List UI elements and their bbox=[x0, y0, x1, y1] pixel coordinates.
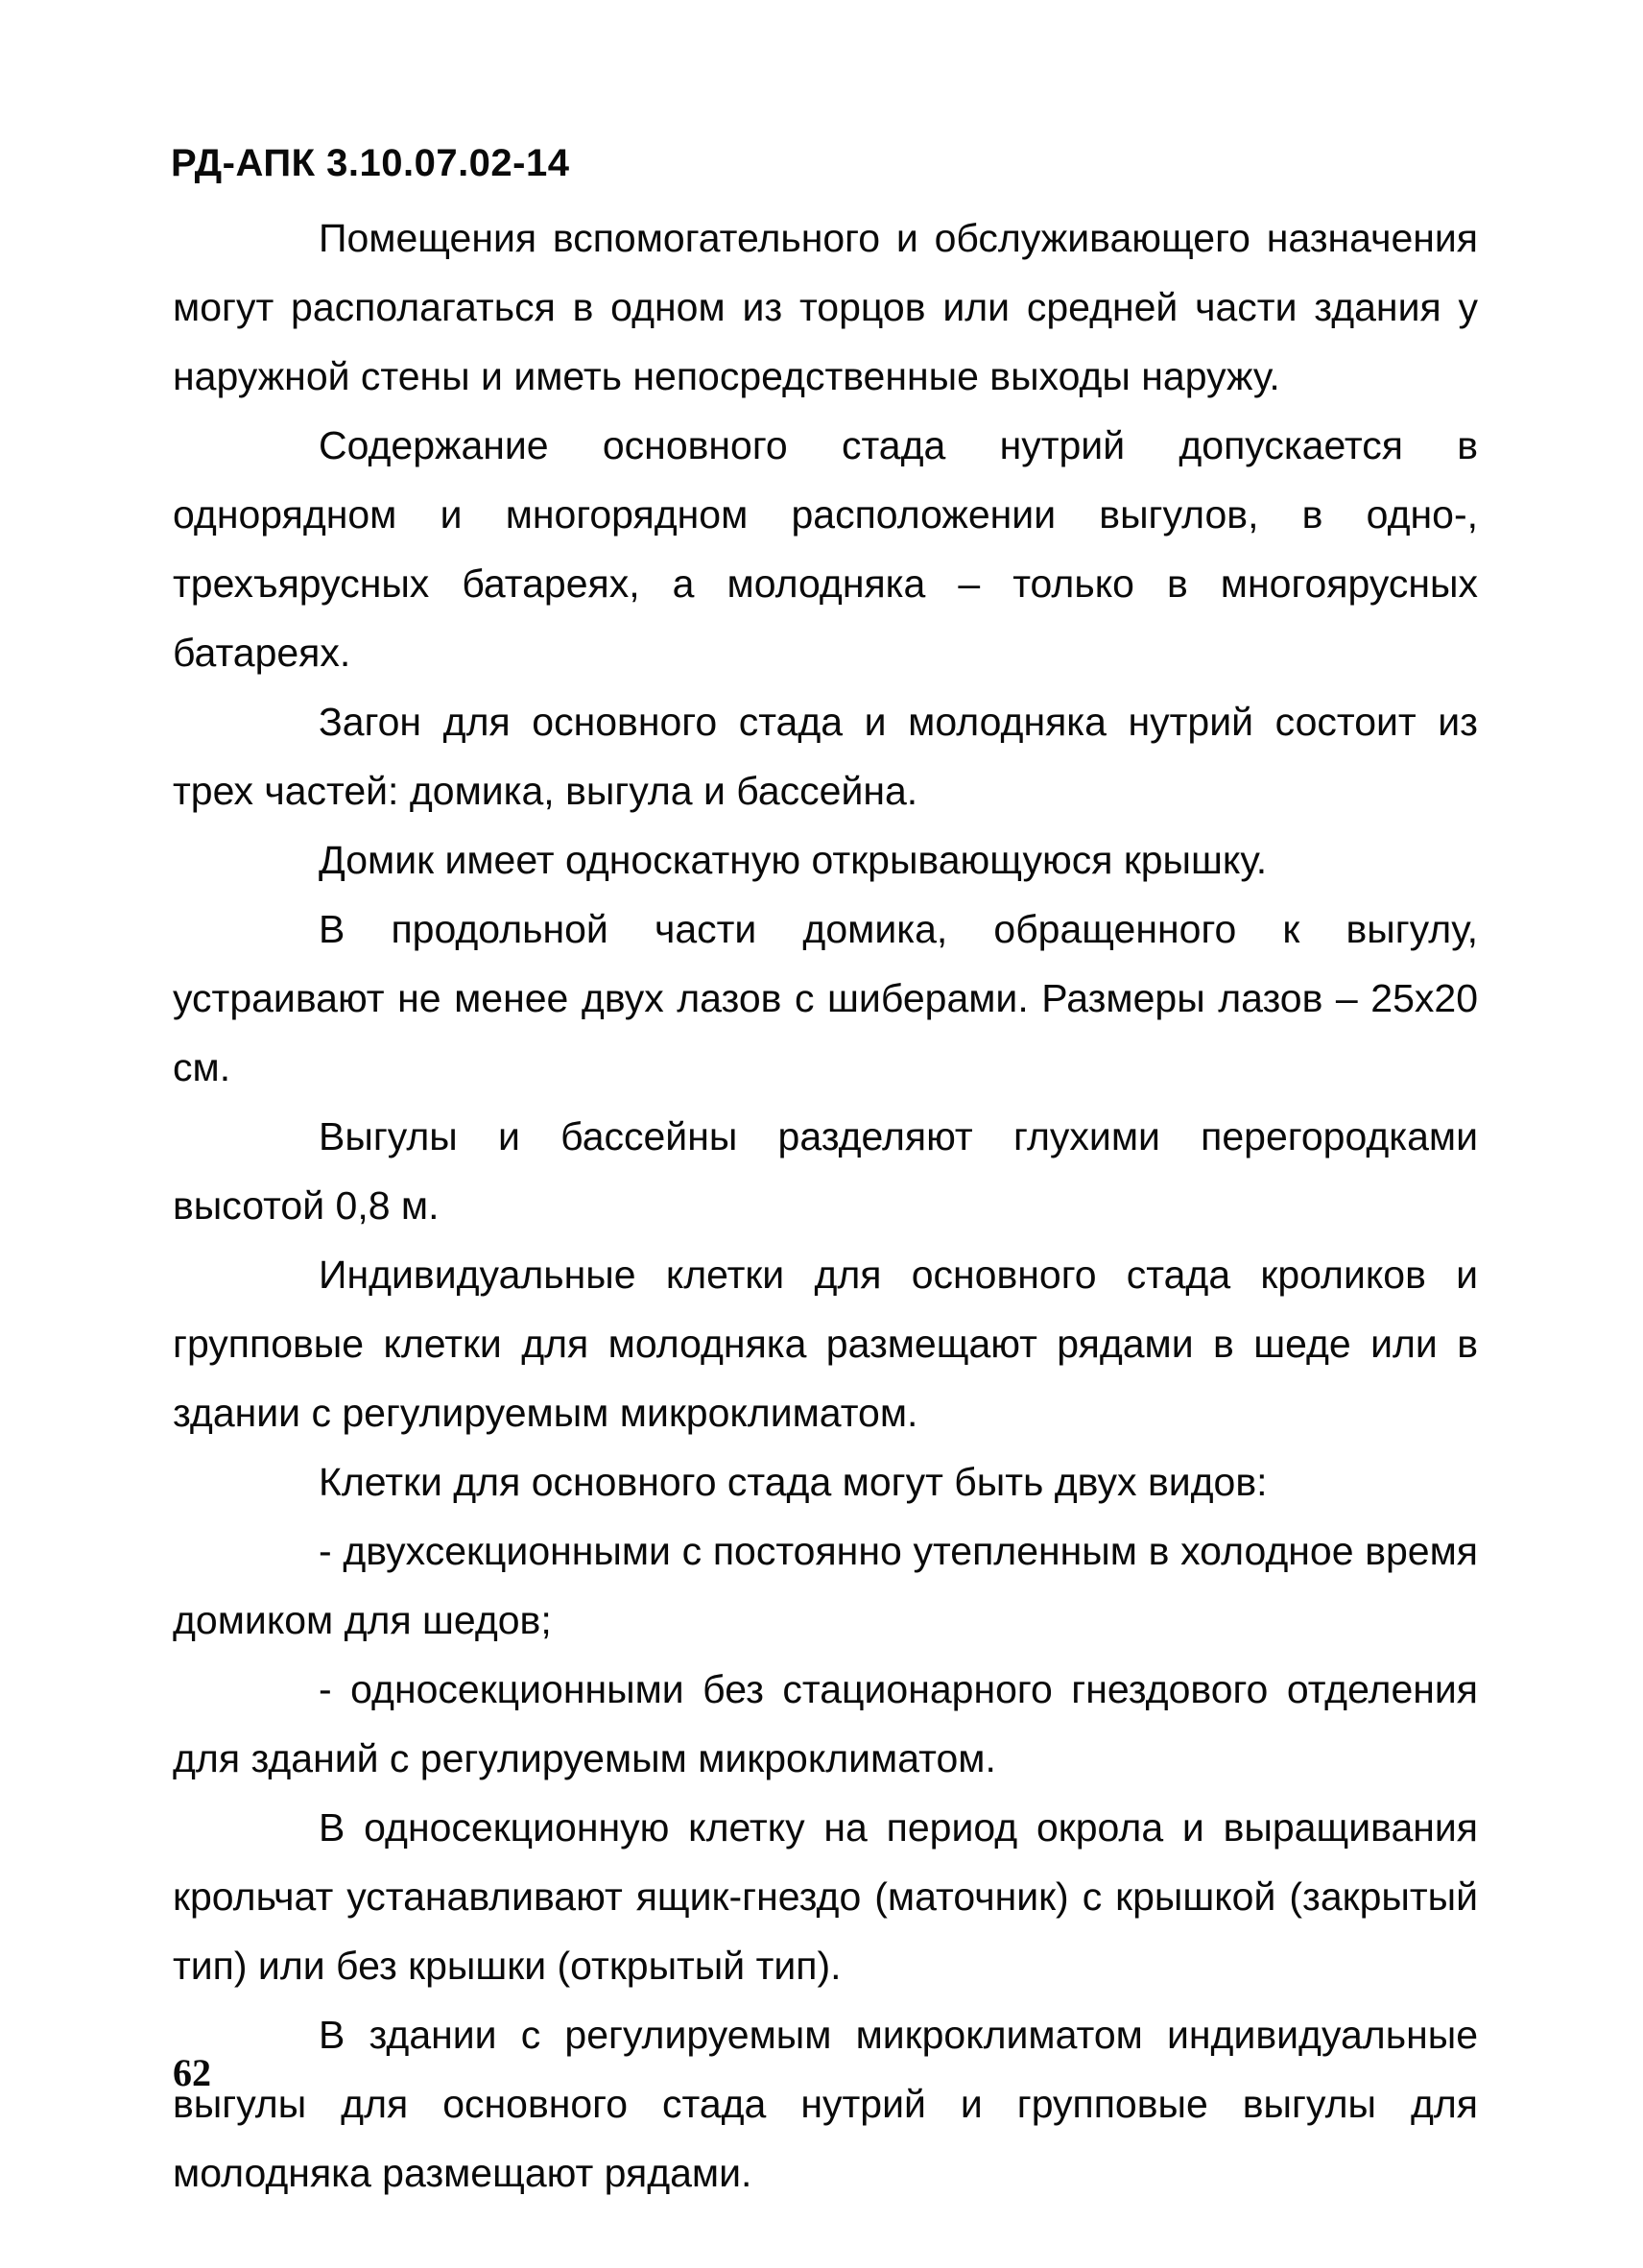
page-number: 62 bbox=[173, 2051, 211, 2094]
document-code-header: РД-АПК 3.10.07.02-14 bbox=[171, 142, 570, 184]
paragraph-auxiliary-rooms: Помещения вспомогательного и обслуживающего назначения могут располагаться в одном из торцов или средней части здания у наружной стены и иметь непосредственные выходы наружу. bbox=[173, 216, 1478, 398]
paragraph-manholes: В продольной части домика, обращенного к выгулу, устраивают не менее двух лазов с шиберами. Размеры лазов – 25х20 см. bbox=[173, 907, 1478, 1089]
paragraph-house-roof: Домик имеет односкатную открывающуюся крышку. bbox=[319, 838, 1268, 882]
list-item-one-section: - односекционными без стационарного гнездового отделения для зданий с регулируемым микроклиматом. bbox=[173, 1667, 1478, 1780]
paragraph-pen-parts: Загон для основного стада и молодняка нутрий состоит из трех частей: домика, выгула и бассейна. bbox=[173, 700, 1478, 813]
document-body bbox=[173, 203, 1478, 2208]
paragraph-cage-types: Клетки для основного стада могут быть двух видов: bbox=[319, 1460, 1268, 1504]
paragraph-nest-box: В односекционную клетку на период окрола и выращивания крольчат устанавливают ящик-гнездо (маточник) с крышкой (закрытый тип) или без крышки (открытый тип). bbox=[173, 1805, 1478, 1988]
paragraph-rabbit-cages: Индивидуальные клетки для основного стада кроликов и групповые клетки для молодняка размещают рядами в шеде или в здании с регулируемым микроклиматом. bbox=[173, 1253, 1478, 1435]
paragraph-main-herd-housing: Содержание основного стада нутрий допускается в однорядном и многорядном расположении выгулов, в одно-, трехъярусных батареях, а молодняка – только в многоярусных батареях. bbox=[173, 423, 1478, 675]
paragraph-climate-building: В здании с регулируемым микроклиматом индивидуальные выгулы для основного стада нутрий и групповые выгулы для молодняка размещают рядами. bbox=[173, 2013, 1478, 2195]
paragraph-partitions: Выгулы и бассейны разделяют глухими перегородками высотой 0,8 м. bbox=[173, 1114, 1478, 1228]
list-item-two-section: - двухсекционными с постоянно утепленным в холодное время домиком для шедов; bbox=[173, 1529, 1478, 1642]
